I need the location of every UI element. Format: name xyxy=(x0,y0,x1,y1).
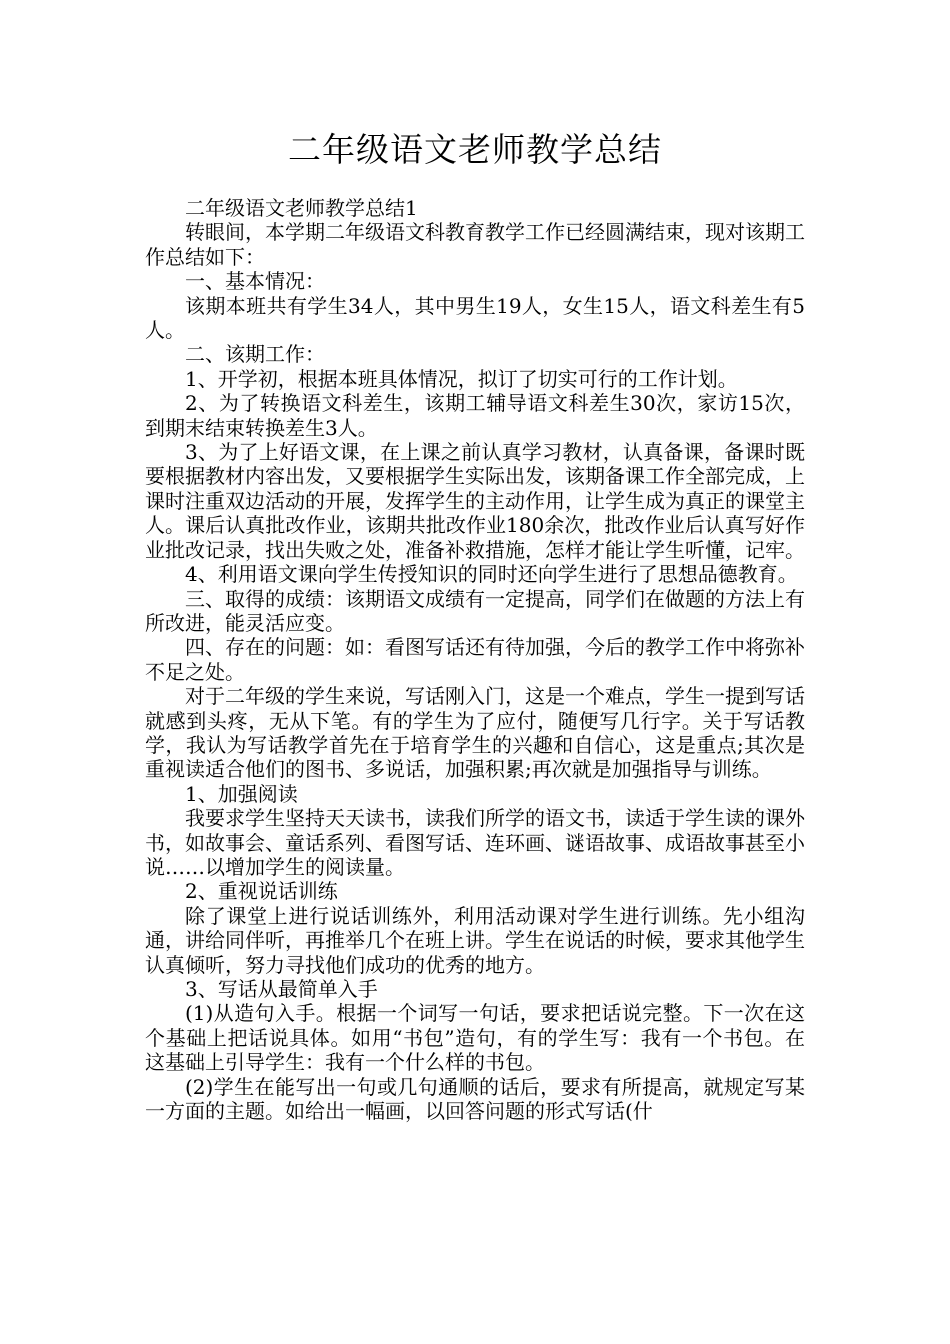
paragraph: 3、写话从最简单入手 xyxy=(185,977,378,1001)
paragraph: 1、开学初，根据本班具体情况，拟订了切实可行的工作计划。 xyxy=(185,366,738,391)
paragraph: 我要求学生坚持天天读书，读我们所学的语文书，读适于学生读的课外书，如故事会、童话系列、看图写话、连环画、谜语故事、成语故事甚至小说……以增加学生的阅读量。 xyxy=(145,806,805,879)
paragraph: (2)学生在能写出一句或几句通顺的话后，要求有所提高，就规定写某一方面的主题。如给出一幅画，以回答问题的形式写话(什 xyxy=(145,1074,805,1124)
paragraph: 除了课堂上进行说话训练外，利用活动课对学生进行训练。先小组沟通，讲给同伴听，再推举几个在班上讲。学生在说话的时候，要求其他学生认真倾听，努力寻找他们成功的优秀的地方。 xyxy=(145,903,805,977)
paragraph: (1)从造句入手。根据一个词写一句话，要求把话说完整。下一次在这个基础上把话说具体。如用“书包”造句，有的学生写：我有一个书包。在这基础上引导学生：我有一个什么样的书包。 xyxy=(145,1001,805,1075)
paragraph: 二年级语文老师教学总结1 xyxy=(185,196,418,220)
paragraph: 1、加强阅读 xyxy=(185,781,298,806)
paragraph: 转眼间，本学期二年级语文科教育教学工作已经圆满结束，现对该期工作总结如下： xyxy=(145,220,805,269)
paragraph: 二、该期工作： xyxy=(185,342,325,367)
document-body xyxy=(145,196,805,1123)
paragraph: 2、为了转换语文科差生，该期工辅导语文科差生30次，家访15次，到期末结束转换差生3人。 xyxy=(145,391,805,440)
document-title: 二年级语文老师教学总结 xyxy=(288,130,662,169)
paragraph: 三、取得的成绩：该期语文成绩有一定提高，同学们在做题的方法上有所改进，能灵活应变。 xyxy=(145,586,805,635)
paragraph: 一、基本情况： xyxy=(185,269,325,294)
paragraph: 该期本班共有学生34人，其中男生19人，女生15人，语文科差生有5人。 xyxy=(145,293,805,343)
paragraph: 四、存在的问题：如：看图写话还有待加强，今后的教学工作中将弥补不足之处。 xyxy=(145,635,805,684)
paragraph: 3、为了上好语文课，在上课之前认真学习教材，认真备课，备课时既要根据教材内容出发，又要根据学生实际出发，该期备课工作全部完成，上课时注重双边活动的开展，发挥学生的主动作用，让学生成为真正的课堂主人。课后认真批改作业，该期共批改作业180余次，批改作业后认真写好作业批改记录，找出失败之处，准备补救措施，怎样才能让学生听懂，记牢。 xyxy=(145,440,805,562)
paragraph: 4、利用语文课向学生传授知识的同时还向学生进行了思想品德教育。 xyxy=(185,562,798,587)
paragraph: 2、重视说话训练 xyxy=(185,879,338,904)
paragraph: 对于二年级的学生来说，写话刚入门，这是一个难点，学生一提到写话就感到头疼，无从下笔。有的学生为了应付，随便写几行字。关于写话教学，我认为写话教学首先在于培育学生的兴趣和自信心，这是重点;其次是重视读适合他们的图书、多说话，加强积累;再次就是加强指导与训练。 xyxy=(145,684,805,782)
